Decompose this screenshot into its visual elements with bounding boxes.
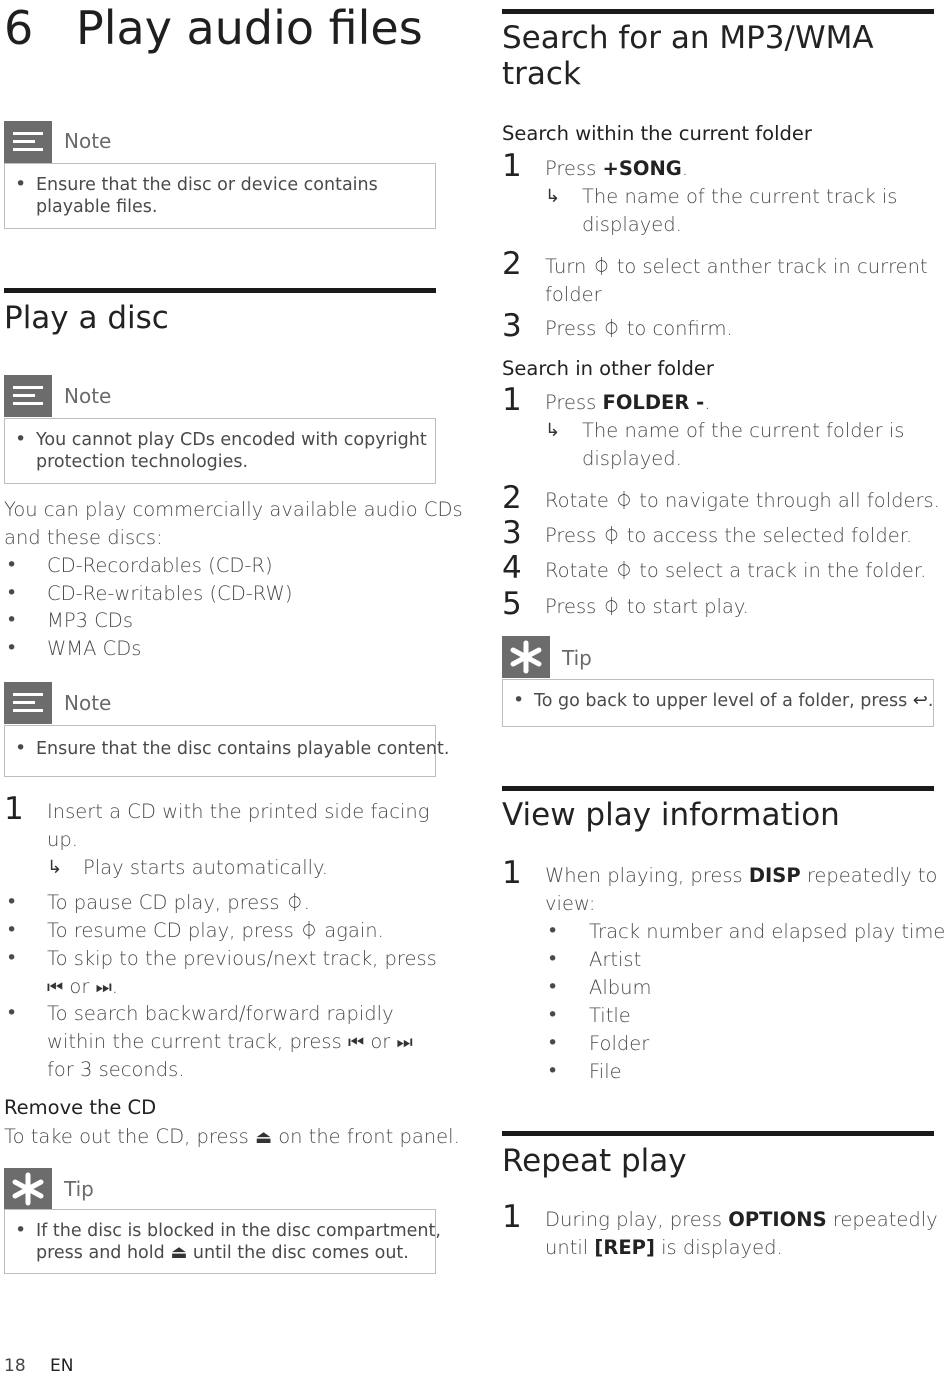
note-text: Ensure that the disc or device contains playable files.	[36, 175, 378, 217]
play-pause-knob-icon: ⏀	[602, 526, 621, 547]
step-text: Press ⏀ to start play.	[545, 595, 749, 618]
tip-text-line2: press and hold ⏏ until the disc comes out.	[36, 1242, 409, 1263]
step-result-line2: displayed.	[582, 213, 682, 236]
step-result-line1: The name of the current folder is	[582, 419, 905, 442]
section-title: Repeat play	[502, 1143, 687, 1179]
pause-instruction: To pause CD play, press ⏀.	[47, 891, 310, 914]
step-number: 1	[4, 791, 24, 827]
note-text: Ensure that the disc contains playable content.	[36, 739, 450, 759]
result-arrow-icon: ↳	[545, 186, 561, 207]
step-number: 3	[502, 515, 522, 551]
step-number: 4	[502, 550, 522, 586]
tip-label: Tip	[64, 1177, 94, 1201]
view-item: Track number and elapsed play time	[589, 920, 946, 943]
subsection-title: Search within the current folder	[502, 122, 812, 145]
section-rule	[4, 288, 436, 293]
step-text-line1: Turn ⏀ to select anther track in current	[545, 255, 928, 278]
tip-icon	[4, 1168, 52, 1210]
play-pause-knob-icon: ⏀	[602, 597, 621, 618]
step-text: Press ⏀ to access the selected folder.	[545, 524, 913, 547]
subsection-title: Search in other folder	[502, 357, 714, 380]
tip-box: • If the disc is blocked in the disc compartment, press and hold ⏏ until the disc comes out.	[4, 1209, 436, 1274]
prev-track-icon: ⏮	[347, 1032, 365, 1053]
note-text-line1: You cannot play CDs encoded with copyright	[36, 430, 427, 450]
intro-line1: You can play commercially available audio CDs	[4, 498, 463, 521]
step-number: 1	[502, 855, 522, 891]
tip-text-line1: If the disc is blocked in the disc compartment,	[36, 1221, 441, 1241]
section-rule	[502, 786, 934, 791]
resume-instruction: To resume CD play, press ⏀ again.	[47, 919, 384, 942]
intro-line2: and these discs:	[4, 526, 163, 549]
tip-label: Tip	[562, 646, 592, 670]
step-result-line1: The name of the current track is	[582, 185, 898, 208]
next-track-icon: ⏭	[396, 1032, 413, 1053]
view-item: Artist	[589, 948, 642, 971]
play-pause-knob-icon: ⏀	[592, 257, 611, 278]
disc-type-item: CD-Recordables (CD-R)	[47, 554, 273, 577]
section-rule	[502, 9, 934, 14]
play-pause-knob-icon: ⏀	[285, 893, 304, 914]
step-text: Press +SONG.	[545, 157, 689, 180]
disc-type-item: CD-Re-writables (CD-RW)	[47, 582, 293, 605]
back-icon: ↩	[912, 690, 928, 711]
note-label: Note	[64, 384, 112, 408]
step-number: 2	[502, 246, 522, 282]
play-pause-knob-icon: ⏀	[300, 921, 319, 942]
chapter-title: Play audio files	[76, 1, 423, 55]
step-number: 1	[502, 148, 522, 184]
skip-instruction-line2: ⏮ or ⏭.	[47, 975, 118, 998]
note-icon	[4, 375, 52, 417]
step-number: 1	[502, 1199, 522, 1235]
step-text: Rotate ⏀ to select a track in the folder.	[545, 559, 927, 582]
note-box: • Ensure that the disc or device contains playable files.	[4, 163, 436, 229]
page-number: 18	[4, 1356, 26, 1376]
note-icon	[4, 121, 52, 163]
note-icon	[4, 682, 52, 724]
next-track-icon: ⏭	[95, 977, 112, 998]
step-number: 5	[502, 586, 522, 622]
step-text: Press ⏀ to confirm.	[545, 317, 733, 340]
step-number: 3	[502, 308, 522, 344]
step-text: Rotate ⏀ to navigate through all folders.	[545, 489, 940, 512]
step-text-line2: until [REP] is displayed.	[545, 1236, 783, 1259]
note-box: • You cannot play CDs encoded with copyright protection technologies.	[4, 418, 436, 484]
view-item: Album	[589, 976, 652, 999]
subsection-title: Remove the CD	[4, 1096, 157, 1119]
step-result: Play starts automatically.	[83, 856, 328, 879]
tip-box: • To go back to upper level of a folder, press ↩.	[502, 679, 934, 727]
step-text-line2: view:	[545, 892, 596, 915]
section-title-line2: track	[502, 56, 581, 92]
eject-icon: ⏏	[254, 1127, 272, 1148]
tip-icon	[502, 636, 550, 678]
language-label: EN	[50, 1356, 74, 1376]
note-label: Note	[64, 129, 112, 153]
step-text-line1: Insert a CD with the printed side facing	[47, 800, 430, 823]
chapter-number: 6	[4, 1, 34, 55]
eject-icon: ⏏	[170, 1242, 188, 1263]
section-title: Play a disc	[4, 300, 169, 336]
play-pause-knob-icon: ⏀	[602, 319, 621, 340]
step-text: Press FOLDER -.	[545, 391, 711, 414]
disc-type-item: WMA CDs	[47, 637, 142, 660]
result-arrow-icon: ↳	[47, 857, 63, 878]
result-arrow-icon: ↳	[545, 420, 561, 441]
step-number: 1	[502, 382, 522, 418]
play-pause-knob-icon: ⏀	[615, 561, 634, 582]
step-text-line1: During play, press OPTIONS repeatedly	[545, 1208, 938, 1231]
play-pause-knob-icon: ⏀	[615, 491, 634, 512]
view-item: File	[589, 1060, 622, 1083]
note-box: • Ensure that the disc contains playable content.	[4, 725, 436, 777]
view-item: Folder	[589, 1032, 650, 1055]
section-title: View play information	[502, 797, 840, 833]
note-label: Note	[64, 691, 112, 715]
prev-track-icon: ⏮	[47, 977, 64, 998]
search-instruction-line2: within the current track, press ⏮ or ⏭	[47, 1030, 413, 1053]
view-item: Title	[589, 1004, 631, 1027]
step-text-line1: When playing, press DISP repeatedly to	[545, 864, 938, 887]
remove-instruction: To take out the CD, press ⏏ on the front panel.	[4, 1125, 460, 1148]
tip-text: To go back to upper level of a folder, press ↩.	[534, 690, 934, 711]
search-instruction-line1: To search backward/forward rapidly	[47, 1002, 394, 1025]
disc-type-item: MP3 CDs	[47, 609, 133, 632]
skip-instruction-line1: To skip to the previous/next track, press	[47, 947, 437, 970]
step-text-line2: folder	[545, 283, 602, 306]
search-instruction-line3: for 3 seconds.	[47, 1058, 185, 1081]
note-text-line2: protection technologies.	[36, 452, 249, 472]
step-result-line2: displayed.	[582, 447, 682, 470]
section-title-line1: Search for an MP3/WMA	[502, 20, 874, 56]
section-rule	[502, 1131, 934, 1136]
step-text-line2: up.	[47, 828, 78, 851]
step-number: 2	[502, 480, 522, 516]
